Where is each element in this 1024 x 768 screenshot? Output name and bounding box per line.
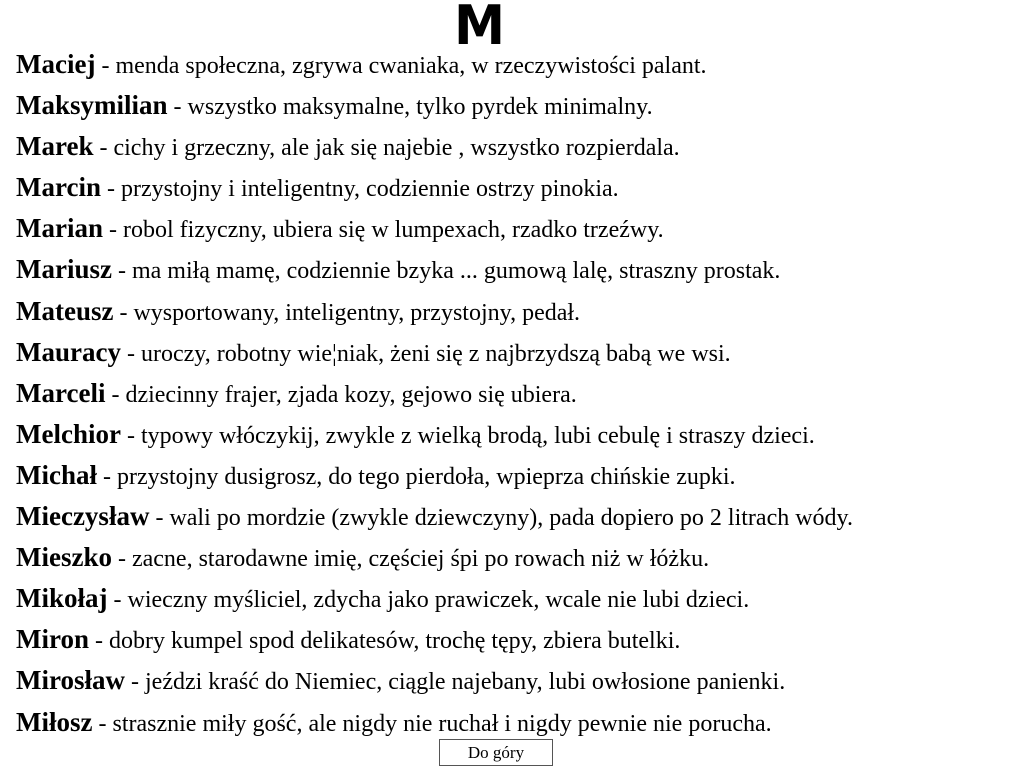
entry-name: Mauracy [16, 336, 121, 367]
entry-name: Michał [16, 459, 97, 490]
list-item [16, 332, 853, 373]
list-item [16, 249, 853, 290]
entry-name: Maksymilian [16, 90, 168, 121]
entry-name: Melchior [16, 418, 121, 449]
list-item [16, 373, 853, 414]
list-item [16, 455, 853, 496]
entry-description: - wali po mordzie (zwykle dziewczyny), pada dopiero po 2 litrach wódy. [149, 505, 853, 532]
entry-name: Mieszko [16, 542, 112, 573]
list-item [16, 126, 853, 167]
entry-description: - uroczy, robotny wie¦niak, żeni się z najbrzydszą babą we wsi. [120, 340, 731, 367]
entry-name: Marcin [16, 172, 101, 203]
list-item [16, 85, 853, 126]
entry-name: Mikołaj [16, 583, 108, 614]
entry-description: - jeździ kraść do Niemiec, ciągle najebany, lubi owłosione panienki. [125, 669, 786, 696]
entry-name: Maciej [16, 49, 96, 79]
list-item [16, 291, 853, 332]
entry-description: - menda społeczna, zgrywa cwaniaka, w rzeczywistości palant. [95, 53, 707, 79]
entry-description: - zacne, starodawne imię, częściej śpi po rowach niż w łóżku. [111, 546, 710, 573]
letter-heading: M [454, 0, 505, 57]
list-item [16, 496, 853, 537]
entry-description: - wszystko maksymalne, tylko pyrdek minimalny. [167, 94, 653, 121]
entry-description: - przystojny i inteligentny, codziennie ostrzy pinokia. [100, 176, 619, 203]
entry-description: - wieczny myśliciel, zdycha jako prawiczek, wcale nie lubi dzieci. [107, 587, 750, 614]
list-item [16, 619, 853, 660]
entry-name: Marian [16, 213, 103, 244]
entry-description: - dobry kumpel spod delikatesów, trochę tępy, zbiera butelki. [89, 628, 681, 655]
entry-name: Marceli [16, 377, 106, 408]
entry-description: - dziecinny frajer, zjada kozy, gejowo się ubiera. [105, 381, 577, 408]
list-item [16, 660, 853, 701]
entry-description: - cichy i grzeczny, ale jak się najebie , wszystko rozpierdala. [93, 135, 680, 162]
entry-name: Mieczysław [16, 501, 150, 532]
list-item [16, 44, 853, 85]
list-item [16, 167, 853, 208]
entry-name: Marek [16, 131, 94, 162]
entry-description: - ma miłą mamę, codziennie bzyka ... gumową lalę, straszny prostak. [111, 258, 781, 285]
entry-description: - wysportowany, inteligentny, przystojny, pedał. [113, 299, 581, 326]
entry-description: - strasznie miły gość, ale nigdy nie ruchał i nigdy pewnie nie porucha. [92, 710, 772, 737]
entry-description: - przystojny dusigrosz, do tego pierdoła, wpieprza chińskie zupki. [97, 463, 736, 490]
entry-name: Mateusz [16, 295, 114, 326]
list-item [16, 537, 853, 578]
list-item [16, 414, 853, 455]
back-to-top-button[interactable]: Do góry [439, 739, 553, 766]
entry-name: Miłosz [16, 706, 93, 737]
list-item [16, 702, 853, 743]
entry-name: Miron [16, 624, 89, 655]
entry-description: - robol fizyczny, ubiera się w lumpexach, rzadko trzeźwy. [103, 217, 664, 244]
name-list [16, 44, 853, 743]
entry-name: Mirosław [16, 665, 125, 696]
entry-description: - typowy włóczykij, zwykle z wielką brodą, lubi cebulę i straszy dzieci. [120, 422, 815, 449]
list-item [16, 208, 853, 249]
list-item [16, 578, 853, 619]
entry-name: Mariusz [16, 254, 112, 285]
